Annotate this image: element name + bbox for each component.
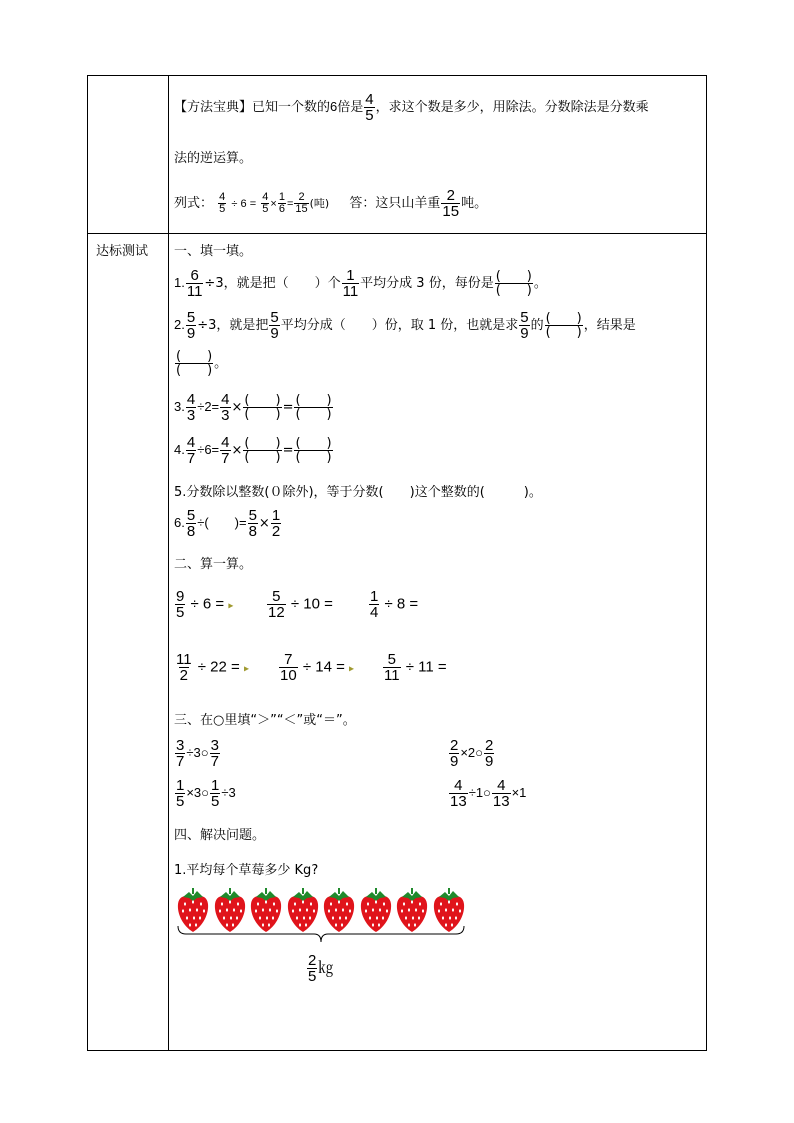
weight-fraction: $\frac{2}{5}$ <box>308 952 317 985</box>
q3-blank-1[interactable]: $\frac{( )}{( )}$ <box>244 393 281 422</box>
answer-unit: 吨。 <box>461 196 488 211</box>
weight-unit: ㎏ <box>318 959 334 977</box>
s2-item-1-2 <box>266 589 333 620</box>
method-formula <box>174 188 487 219</box>
mark-dot: ▸ <box>349 663 355 675</box>
s3-frac-a: $\frac{2}{9}$ <box>450 737 459 770</box>
section2-title: 二、算一算。 <box>174 557 253 572</box>
q2-text-c: 的 <box>530 318 544 333</box>
s3-item-4 <box>448 778 526 809</box>
s3-frac-b: $\frac{4}{13}$ <box>492 777 510 810</box>
q1-end: 。 <box>533 276 547 291</box>
q4-times: × <box>231 443 243 458</box>
s1-q2 <box>174 310 636 341</box>
s3-tail: ÷3 <box>221 784 236 800</box>
s2-frac: $\frac{7}{10}$ <box>280 651 297 684</box>
s2-frac: $\frac{5}{11}$ <box>384 651 400 684</box>
method-line2: 法的逆运算。 <box>174 151 253 166</box>
s1-q5: 5.分数除以整数(０除外)，等于分数( )这个整数的( )。 <box>174 485 542 500</box>
s2-op: ÷ 8 = <box>384 595 419 613</box>
s2-item-2-2 <box>278 652 354 683</box>
q2-index: 2. <box>174 317 185 332</box>
q1-index: 1. <box>174 275 185 290</box>
q4-blank-1[interactable]: $\frac{( )}{( )}$ <box>244 436 281 465</box>
formula-op-1: ÷ 6 = <box>231 198 257 210</box>
s2-frac: $\frac{9}{5}$ <box>176 588 185 621</box>
s3-frac-b: $\frac{2}{9}$ <box>485 737 494 770</box>
brace <box>176 924 466 950</box>
s3-item-1 <box>174 738 221 769</box>
s3-frac-a: $\frac{4}{13}$ <box>450 777 467 810</box>
method-num: 6 <box>330 99 338 114</box>
q4-eq: = <box>282 443 294 458</box>
s3-item-3 <box>174 778 236 809</box>
q6-frac: $\frac{5}{8}$ <box>186 507 196 540</box>
answer-fraction: $\frac{2}{15}$ <box>442 187 460 220</box>
formula-unit: (吨) <box>309 197 330 210</box>
s2-op: ÷ 14 = <box>302 658 345 676</box>
formula-frac-2: $\frac{4}{5}$ <box>262 191 269 215</box>
s3-frac-b: $\frac{3}{7}$ <box>210 737 219 770</box>
s2-frac: $\frac{1}{4}$ <box>370 588 379 621</box>
method-text-a: 已知一个数的 <box>252 100 331 115</box>
section4-title: 四、解决问题。 <box>174 828 266 843</box>
q6-frac-3: $\frac{1}{2}$ <box>271 507 281 540</box>
q2-blank-2[interactable]: $\frac{( )}{( )}$ <box>176 349 213 378</box>
q2-text-a: ÷3，就是把 <box>197 318 269 333</box>
q1-answer-blank[interactable]: $\frac{( )}{( )}$ <box>495 269 532 298</box>
s2-frac: $\frac{11}{2}$ <box>176 651 192 684</box>
s2-op: ÷ 10 = <box>290 595 333 613</box>
s2-op: ÷ 22 = <box>197 658 240 676</box>
s2-frac: $\frac{5}{12}$ <box>268 588 285 621</box>
q2-blank-1[interactable]: $\frac{( )}{( )}$ <box>545 311 582 340</box>
s1-q1 <box>174 268 547 299</box>
q1-frac-2: $\frac{1}{11}$ <box>342 267 359 300</box>
method-title: 【方法宝典】 <box>174 100 253 115</box>
s2-op: ÷ 11 = <box>405 658 447 676</box>
s1-q4 <box>174 435 334 466</box>
s2-item-2-3 <box>382 652 447 683</box>
method-fraction: $\frac{4}{5}$ <box>365 91 374 124</box>
s3-frac-b: $\frac{1}{5}$ <box>211 777 220 810</box>
q3-frac: $\frac{4}{3}$ <box>186 391 196 424</box>
q2-text-b: 平均分成（ ）份，取 1 份，也就是求 <box>280 318 519 333</box>
q6-frac-2: $\frac{5}{8}$ <box>248 507 257 540</box>
q6-index: 6. <box>174 515 185 530</box>
s3-frac-a: $\frac{3}{7}$ <box>176 737 185 770</box>
q6-op: ÷( )= <box>197 515 247 530</box>
q4-frac: $\frac{4}{7}$ <box>186 434 196 467</box>
q3-blank-2[interactable]: $\frac{( )}{( )}$ <box>295 393 332 422</box>
q2-end: 。 <box>214 356 228 371</box>
q4-index: 4. <box>174 442 185 457</box>
method-text-b: 倍是 <box>337 100 364 115</box>
s3-compare[interactable]: ×2○ <box>460 744 484 760</box>
s1-q2-result <box>174 350 227 377</box>
s3-compare[interactable]: ×3○ <box>186 784 210 800</box>
s3-item-2 <box>448 738 495 769</box>
formula-op-3: = <box>286 198 294 210</box>
s3-compare[interactable]: ÷1○ <box>468 784 491 800</box>
s1-q3 <box>174 392 334 423</box>
s3-tail: ×1 <box>511 784 527 800</box>
weight-label <box>306 953 333 984</box>
q3-times: × <box>231 400 243 415</box>
formula-label: 列式： <box>174 196 214 211</box>
s2-item-1-1 <box>174 589 233 620</box>
mark-dot: ▸ <box>243 663 249 675</box>
q4-blank-2[interactable]: $\frac{( )}{( )}$ <box>295 436 332 465</box>
q6-times: × <box>258 516 270 531</box>
formula-op-2: × <box>270 198 277 210</box>
q4-op: ÷6= <box>197 442 220 457</box>
q1-text-b: 平均分成 3 份，每份是 <box>360 276 494 291</box>
s3-frac-a: $\frac{1}{5}$ <box>176 777 185 810</box>
answer-text: 答：这只山羊重 <box>349 196 441 211</box>
method-line1 <box>174 92 649 123</box>
mark-dot: ▸ <box>228 600 234 612</box>
q3-op: ÷2= <box>197 399 220 414</box>
s2-item-1-3 <box>368 589 418 620</box>
s3-compare[interactable]: ÷3○ <box>186 744 209 760</box>
q3-eq: = <box>282 400 294 415</box>
q2-frac: $\frac{5}{9}$ <box>186 309 196 342</box>
row-divider <box>88 233 706 234</box>
formula-frac-4: $\frac{2}{15}$ <box>295 191 308 215</box>
q3-frac-2: $\frac{4}{3}$ <box>221 391 230 424</box>
s4-q1: 1.平均每个草莓多少 Kg? <box>174 863 319 878</box>
q2-frac-2: $\frac{5}{9}$ <box>270 309 279 342</box>
section3-title: 三、在○里填“＞”“＜”或“＝”。 <box>174 713 356 728</box>
section1-title: 一、填一填。 <box>174 244 253 259</box>
q1-frac: $\frac{6}{11}$ <box>186 267 203 300</box>
q2-text-e: ，结果是 <box>583 318 636 333</box>
q3-index: 3. <box>174 399 185 414</box>
left-label: 达标测试 <box>96 244 149 259</box>
s1-q6 <box>174 508 282 539</box>
q1-text-a: ÷3，就是把（ ）个 <box>204 276 341 291</box>
formula-frac-1: $\frac{4}{5}$ <box>219 191 226 215</box>
formula-frac-3: $\frac{1}{6}$ <box>278 191 285 215</box>
q4-frac-2: $\frac{4}{7}$ <box>221 434 230 467</box>
column-divider <box>168 76 169 1050</box>
method-text-c: ，求这个数是多少，用除法。分数除法是分数乘 <box>375 100 649 115</box>
q2-frac-3: $\frac{5}{9}$ <box>520 309 529 342</box>
s2-item-2-1 <box>174 652 249 683</box>
s2-op: ÷ 6 = <box>190 595 225 613</box>
